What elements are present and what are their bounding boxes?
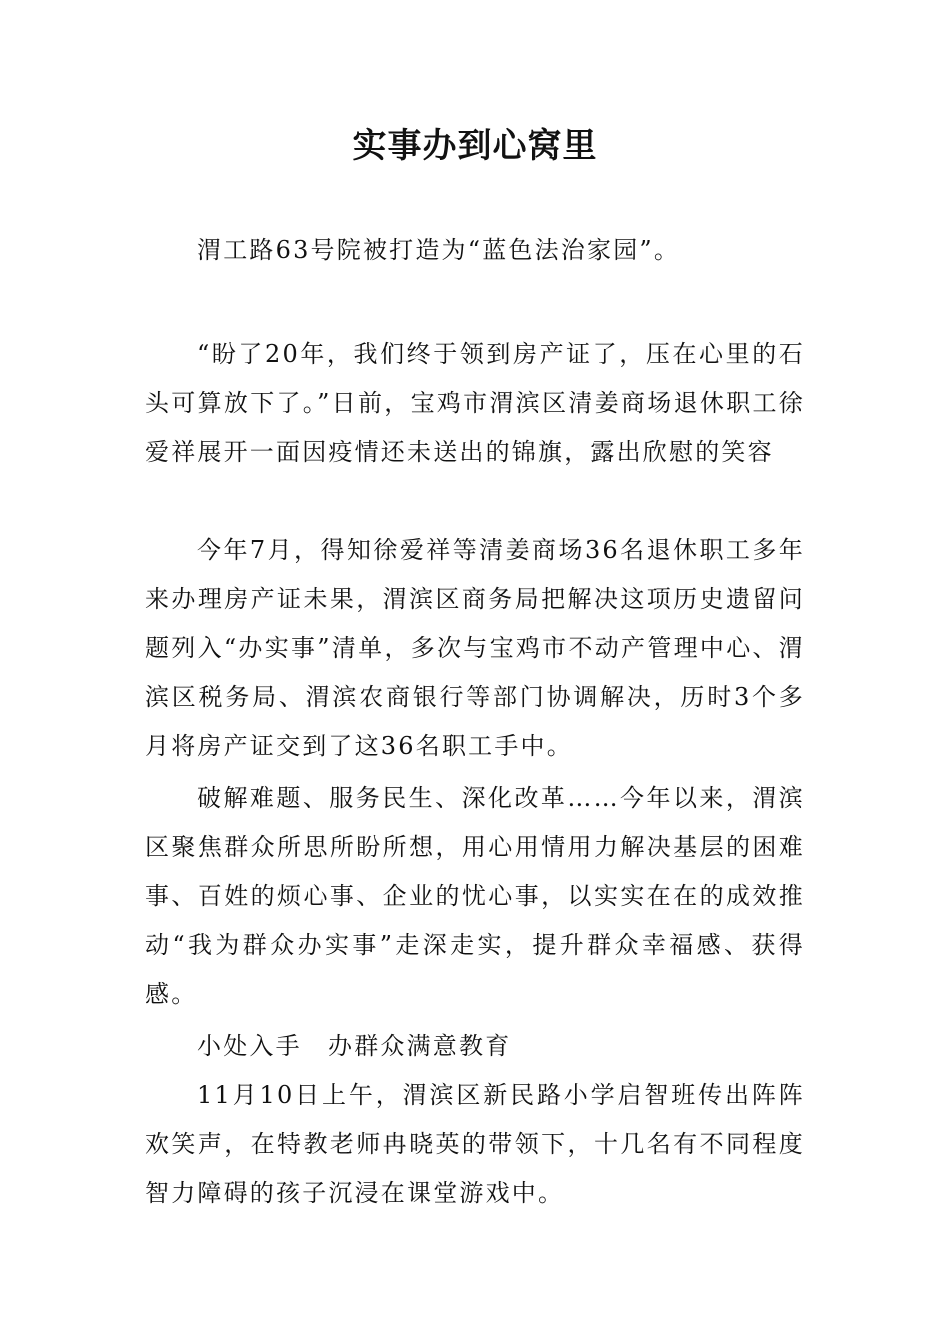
paragraph-2: “盼了20年，我们终于领到房产证了，压在心里的石头可算放下了。”日前，宝鸡市渭滨区清姜商场退休职工徐爱祥展开一面因疫情还未送出的锦旗，露出欣慰的笑容 bbox=[145, 340, 805, 466]
paragraph-3: 今年7月，得知徐爱祥等清姜商场36名退休职工多年来办理房产证未果，渭滨区商务局把解决这项历史遗留问题列入“办实事”清单，多次与宝鸡市不动产管理中心、渭滨区税务局、渭滨农商银行等部门协调解决，历时3个多月将房产证交到了这36名职工手中。 bbox=[145, 536, 805, 760]
paragraph-4: 破解难题、服务民生、深化改革……今年以来，渭滨区聚焦群众所思所盼所想，用心用情用力解决基层的困难事、百姓的烦心事、企业的忧心事，以实实在在的成效推动“我为群众办实事”走深走实，提升群众幸福感、获得感。 bbox=[145, 784, 805, 1008]
paragraph-6: 11月10日上午，渭滨区新民路小学启智班传出阵阵欢笑声，在特教老师冉晓英的带领下，十几名有不同程度智力障碍的孩子沉浸在课堂游戏中。 bbox=[145, 1081, 805, 1207]
paragraph-1: 渭工路63号院被打造为“蓝色法治家园”。 bbox=[197, 236, 681, 264]
document-title: 实事办到心窝里 bbox=[352, 126, 598, 166]
section-heading: 小处入手 办群众满意教育 bbox=[197, 1032, 512, 1060]
